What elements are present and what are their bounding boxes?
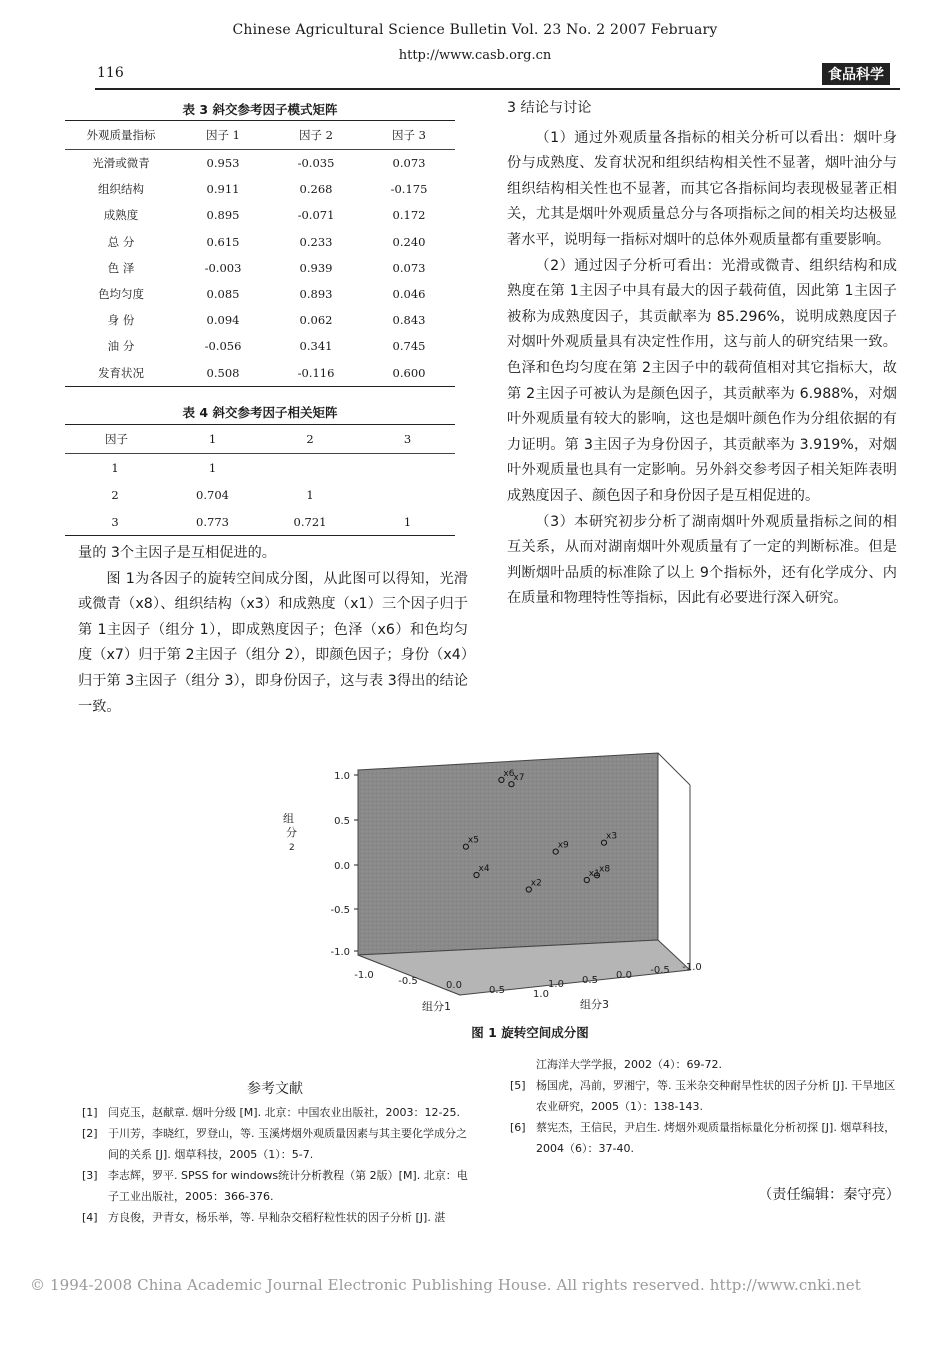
table-row (65, 481, 455, 508)
reference-number: [3] (82, 1169, 98, 1182)
reference-item (82, 1102, 477, 1123)
figure-rotated-component-plot (280, 725, 720, 1025)
table3-header-cell: 因子 3 (392, 128, 426, 142)
table-cell: 色 泽 (107, 260, 135, 275)
table-cell: 0.939 (299, 260, 333, 275)
x-tick-label: 1.0 (533, 989, 549, 1000)
table-cell: 0.172 (392, 208, 426, 223)
table3-header-cell: 因子 2 (299, 128, 333, 142)
table-cell (360, 481, 455, 508)
reference-text: 李志辉，罗平. SPSS for windows统计分析教程（第 2版）[M]. 北京：电子工业出版社，2005：366-376. (108, 1169, 468, 1203)
z-axis-title: 组分3 (580, 998, 609, 1011)
table-cell: 0.073 (392, 260, 426, 275)
x-tick-label: 0.5 (489, 985, 505, 996)
left-paragraph-0: 量的 3个主因子是互相促进的。 (78, 545, 276, 561)
right-paragraph-1: （1）通过外观质量各指标的相关分析可以看出：烟叶身份与成熟度、发育状况和组织结构相关性不显著，烟叶油分与组织结构相关性也不显著，而其它各指标间均表现极显著正相关，尤其是烟叶外观质量总分与各项指标之间的相关均达极显著水平，说明每一指标对烟叶的总体外观质量都有重要影响。 (507, 129, 897, 248)
table3-header-cell: 因子 1 (206, 128, 240, 142)
reference-number: [6] (510, 1121, 526, 1134)
table-row (65, 333, 455, 359)
table4-header-row (65, 425, 455, 454)
x-axis-title: 组分1 (422, 1000, 451, 1013)
table4-header-cell: 3 (403, 432, 412, 446)
scatter-point-label: x3 (606, 831, 618, 842)
table-cell: 1 (208, 460, 217, 475)
table3-title: 表 3 斜交参考因子模式矩阵 (182, 102, 338, 117)
y-tick-label: 0.5 (334, 816, 350, 827)
table-cell: -0.056 (204, 339, 242, 354)
scatter-point-label: x4 (478, 864, 490, 874)
y-tick-label: -1.0 (330, 947, 350, 958)
table-cell: 成熟度 (103, 208, 139, 223)
journal-title: Chinese Agricultural Science Bulletin Vol. 23 No. 2 2007 February (232, 22, 718, 38)
table-cell: 0.062 (299, 313, 333, 328)
scatter-point-label: x9 (557, 840, 569, 851)
y-tick-label: -0.5 (330, 905, 350, 916)
table-cell: 0.341 (299, 339, 333, 354)
table-row (65, 454, 455, 482)
table-cell: 0.745 (392, 339, 426, 354)
references-right (510, 1054, 900, 1159)
table-cell: 组织结构 (98, 182, 144, 197)
references-left (82, 1102, 477, 1228)
z-tick-label: 1.0 (548, 979, 564, 990)
reference-number: [4] (82, 1211, 98, 1224)
table-cell: 0.268 (299, 182, 333, 197)
table-cell: 发育状况 (98, 365, 144, 380)
table-cell: 1 (306, 487, 314, 502)
references-title: 参考文献 (247, 1081, 303, 1097)
scatter-point-label: x8 (599, 864, 611, 875)
table-cell: 3 (111, 514, 119, 529)
y-tick-label: 0.0 (334, 861, 350, 872)
journal-url[interactable]: http://www.casb.org.cn (398, 48, 552, 63)
left-column-text (78, 541, 468, 720)
left-paragraph-1: 图 1为各因子的旋转空间成分图，从此图可以得知，光滑或微青（x8）、组织结构（x3）和成熟度（x1）三个因子归于第 1主因子（组分 1），即成熟度因子；色泽（x6）和色均匀度（x7）归于第 2主因子（组分 2），即颜色因子；身份（x4）归于第 3主因子（组分 3），即身份因子，这与表 3得出的结论一致。 (78, 570, 468, 715)
table-cell: 0.615 (206, 234, 240, 249)
page-number: 116 (97, 65, 124, 81)
header-rule (95, 88, 900, 90)
table-row (65, 255, 455, 281)
table4 (65, 424, 455, 536)
reference-number: [5] (510, 1079, 526, 1092)
scatter-point-label: x7 (513, 773, 525, 784)
table-cell: 身 份 (107, 313, 135, 328)
reference-number: [2] (82, 1127, 98, 1140)
z-tick-label: 0.0 (616, 970, 632, 981)
table-cell: 0.094 (206, 313, 240, 328)
z-tick-label: -0.5 (650, 965, 670, 976)
plot-back-wall (358, 753, 658, 955)
table-cell: 0.600 (392, 365, 426, 380)
table-row (65, 202, 455, 228)
table-row (65, 281, 455, 307)
table-row (65, 229, 455, 255)
table-cell: -0.071 (297, 208, 335, 223)
table-row (65, 176, 455, 202)
table-cell: 0.073 (392, 156, 426, 171)
section-heading: 3 结论与讨论 (507, 100, 592, 116)
table-row (65, 150, 455, 177)
table-cell: 0.895 (206, 208, 240, 223)
table-row (65, 360, 455, 387)
y-tick-label: 1.0 (334, 771, 350, 782)
copyright-footer: © 1994-2008 China Academic Journal Electronic Publishing House. All rights reserved. http://www.cnki.net (30, 1276, 861, 1294)
reference-item (510, 1075, 900, 1117)
table-cell: 油 分 (107, 339, 135, 354)
table3 (65, 120, 455, 387)
reference-text: 杨国虎，冯前，罗湘宁，等. 玉米杂交种耐旱性状的因子分析 [J]. 干旱地区农业研究，2005（1）：138-143. (536, 1079, 896, 1113)
table-cell: 1 (403, 514, 412, 529)
table-cell: 0.508 (206, 365, 240, 380)
table-cell: 0.843 (392, 313, 426, 328)
reference-text: 于川芳，李晓红，罗登山，等. 玉溪烤烟外观质量因素与其主要化学成分之间的关系 [J]. 烟草科技，2005（1）：5-7. (108, 1127, 467, 1161)
table-cell: 2 (111, 487, 119, 502)
table4-header-cell: 1 (208, 432, 217, 446)
table-cell: -0.175 (390, 182, 428, 197)
reference-text: 蔡宪杰，王信民，尹启生. 烤烟外观质量指标量化分析初探 [J]. 烟草科技，2004（6）：37-40. (536, 1121, 896, 1155)
table-cell: 0.953 (206, 156, 240, 171)
scatter-point-label: x1 (588, 869, 600, 879)
table-cell: 0.893 (299, 287, 333, 302)
table-cell: 光滑或微青 (92, 156, 150, 171)
reference-item (82, 1165, 477, 1207)
y-axis-title: 组 (283, 812, 294, 825)
z-tick-label: 0.5 (582, 975, 598, 986)
table-cell: -0.035 (297, 156, 335, 171)
table-cell (360, 454, 455, 482)
table-row (65, 307, 455, 333)
svg-text:2: 2 (289, 843, 295, 853)
reference-text: 闫克玉，赵献章. 烟叶分级 [M]. 北京：中国农业出版社，2003：12-25. (108, 1106, 461, 1119)
table-cell: 总 分 (107, 234, 135, 249)
table-cell: 色均匀度 (98, 287, 144, 302)
reference-item (82, 1207, 477, 1228)
table-cell (260, 454, 360, 482)
x-tick-label: -0.5 (398, 976, 418, 987)
table-cell: 0.773 (196, 514, 229, 529)
reference-number: [1] (82, 1106, 98, 1119)
table-cell: 0.233 (299, 234, 333, 249)
z-tick-label: -1.0 (682, 962, 702, 973)
scatter-point-label: x2 (530, 878, 542, 889)
reference-text: 方良俊，尹青女，杨乐举，等. 早籼杂交稻籽粒性状的因子分析 [J]. 湛 (108, 1211, 446, 1224)
table3-header-row (65, 121, 455, 150)
reference-item (82, 1123, 477, 1165)
right-column-text (507, 96, 897, 612)
x-tick-label: 0.0 (446, 980, 462, 991)
reference-continuation: 江海洋大学学报，2002（4）：69-72. (536, 1058, 722, 1071)
table4-header-cell: 2 (306, 432, 314, 446)
table-cell: -0.003 (204, 260, 242, 275)
figure-caption: 图 1 旋转空间成分图 (471, 1025, 589, 1040)
table4-header-cell: 因子 (105, 432, 128, 446)
right-paragraph-3: （3）本研究初步分析了湖南烟叶外观质量指标之间的相互关系，从而对湖南烟叶外观质量有了一定的判断标准。但是判断烟叶品质的标准除了以上 9个指标外，还有化学成分、内在质量和物理特性等指标，因此有必要进行深入研究。 (507, 513, 897, 607)
table3-header-cell: 外观质量指标 (86, 128, 156, 142)
svg-text:分: 分 (286, 826, 297, 839)
table-cell: 0.721 (293, 514, 327, 529)
table-cell: 0.704 (196, 487, 229, 502)
scatter-point-label: x5 (467, 835, 479, 846)
table-cell: -0.116 (297, 365, 335, 380)
table-cell: 1 (111, 460, 119, 475)
table-row (65, 508, 455, 536)
table4-title: 表 4 斜交参考因子相关矩阵 (182, 405, 338, 420)
table-cell: 0.085 (206, 287, 240, 302)
scatter-point-label: x6 (503, 768, 515, 779)
table-cell: 0.240 (392, 234, 426, 249)
section-tag: 食品科学 (822, 63, 890, 85)
x-tick-label: -1.0 (354, 970, 374, 981)
reference-item (510, 1117, 900, 1159)
right-paragraph-2: （2）通过因子分析可看出：光滑或微青、组织结构和成熟度在第 1主因子中具有最大的因子载荷值，因此第 1主因子被称为成熟度因子，其贡献率为 85.296%，说明成熟度因子对烟叶外观质量具有决定性作用，这与前人的研究结果一致。色泽和色均匀度在第 2主因子中的载荷值相对其它指标大，故第 2主因子可被认为是颜色因子，其贡献率为 6.988%，对烟叶外观质量有较大的影响，这也是烟叶颜色作为分组依据的有力证明。第 3主因子为身份因子，其贡献率为 3.919%，对烟叶外观质量也具有一定影响。另外斜交参考因子相关矩阵表明成熟度因子、颜色因子和身份因子是互相促进的。 (507, 257, 897, 504)
table-cell: 0.046 (392, 287, 426, 302)
editor-note: （责任编辑：秦守亮） (758, 1187, 900, 1203)
table-cell: 0.911 (206, 182, 240, 197)
